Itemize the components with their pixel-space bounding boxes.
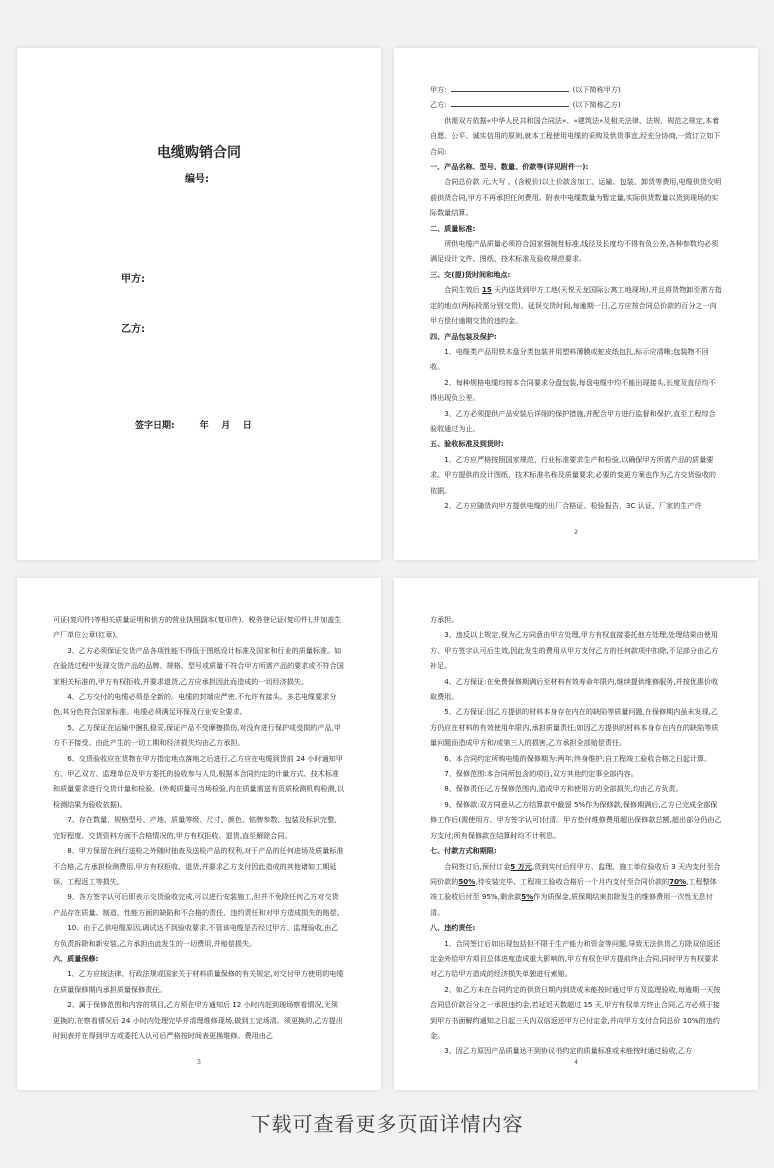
section-6-heading: 六、质量保修: [53, 953, 99, 963]
party-b-line: 乙方: (以下简称乙方) [430, 100, 621, 110]
section-5-heading: 五、验收标准及到货时: [430, 439, 504, 449]
section-5-item-4: 4、乙方交付的电缆必须是全新的。电缆的封端应严密,不允许有接头。多芯电缆要求分色,其分色符合国家标准。电缆必须满足环保及行业安全要求。 [53, 692, 337, 717]
section-6-item-6: 6、本合同约定所购电缆的保修期为:两年;终身维护;自工程竣工验收合格之日起计算。 [444, 753, 712, 763]
section-6-item-7: 7、保修范围:本合同所包含的项目,双方其他约定事全部内容。 [444, 769, 638, 779]
sign-date-label: 签字日期: 年 月 日 [135, 421, 252, 431]
section-5-item-2: 2、乙方应随货向甲方提供电缆的出厂合格证、检验报告、3C 认证、厂家的生产许 [444, 500, 702, 510]
document-page-3 [17, 578, 381, 1090]
section-6-item-8: 8、保修责任:乙方保修范围内,造成甲方和使用方的全部损失,均由乙方负责。 [444, 784, 683, 794]
page-number: 3 [197, 1059, 201, 1066]
section-5-item-8: 8、甲方保留在例行送检之外随时抽查及送检产品的权利,对于产品的任何进场及质量标准不合格,乙方承担检测费用,甲方有权拒收、退货,并要求乙方支付因此造成的其他诸如工期延误、工程返工等损失。 [53, 846, 344, 886]
document-title: 电缆购销合同 [157, 145, 241, 161]
section-8-heading: 八、违约责任: [430, 923, 476, 933]
section-5-item-7: 7、存在数量、规格型号、产地、质量等级、尺寸、颜色、铭牌参数、包装及标识完整、完好程度、交货资料方面不合格情况的,甲方有权拒收、退货,直至解除合同。 [53, 815, 342, 840]
section-3-body: 合同生效后 15 天内送货到甲方工地(天悦天龙国际公寓工地现场),并且将货物卸至需方指定的地点(两标段需分别交货)。延误交货时间,每逾期一日,乙方应按合同总价款的百分之一向甲方偿付逾期交货的违约金。 [430, 285, 722, 326]
section-8-item-2: 2、如乙方未在合同约定的供货日期内到货或未能按时通过甲方及监理验收,每逾期一天按合同总价款百分之一承担违约金,若延迟天数超过 15 天,甲方有权单方终止合同,乙方必须于接到甲方书面解约通知之日起三天内双倍返还甲方已付定金,并向甲方支付合同总价 10%的违约金。 [430, 984, 721, 1040]
intro-paragraph: 供需双方依据«中华人民共和国合同法»、«建筑法»及相关法律、法规、规范之规定,本着自愿、公平、诚实信用的原则,就本工程使用电缆的采购及供货事宜,经充分协商,一致订立如下合同: [430, 115, 721, 156]
section-4-heading: 四、产品包装及保护: [430, 331, 497, 341]
section-8-item-1: 1、合同签订后如出现包括但不限于生产能力和资金等问题,导致无法供货乙方除双倍返还定金外给甲方项目总体进度造成重大影响的,甲方有权在甲方提前终止合同,同时甲方有权要求对乙方给甲方造成的经济损失单独进行索赔。 [430, 938, 721, 979]
section-5-item-6: 6、交货验收应在货物在甲方指定地点落地之后进行,乙方应在电缆到货前 24 小时通知甲方。甲乙双方、监理单位及甲方委托的验收参与人员,根据本合同约定的计量方式、技术标准和质量要求进行交货计量和检验。(外观质量可当场检验,内在质量需送有资质检测机构检测,以检测结果为验收依据)。 [53, 753, 345, 809]
section-1-body: 合同总价款 元,大写 。(含税价)以上价款含加工、运输、包装、卸货等费用,电缆供货交明前供货合同,甲方不再承担任何费用。附表中电缆数量为暂定量,实际供货数量以货到现场的实际数量结算。 [430, 177, 722, 218]
contract-number-label: 编号: [185, 174, 209, 185]
section-2-heading: 二、质量标准: [430, 223, 476, 233]
section-5-item-10: 10、由于乙供电缆原因,调试达不到验收要求,不管该电缆是否经过甲方、监理验收,由乙方负责拆除和新安装,乙方承担由此发生的一切费用,并赔偿损失。 [53, 923, 339, 948]
section-6-item-1: 1、乙方应按法律、行政法规或国家关于材料质量保修的有关规定,对交付甲方使用的电缆在质量保修期内承担质量保修责任。 [53, 969, 344, 994]
document-page-4 [394, 578, 758, 1090]
page-number: 2 [574, 529, 578, 536]
document-page-1 [17, 48, 381, 560]
document-page-2 [394, 48, 758, 560]
section-1-heading: 一、产品名称、型号、数量、价款等(详见附件一): [430, 162, 589, 172]
section-7-body: 合同签订后,预付订金5 万元,货到实付后经甲方、监理、施工单位验收后 3 天内支付至合同价款的50%,待安装完毕、工程竣工验收合格后一个月内支付至合同价款的70%,工程整体竣工验收后付至 95%,剩余款5%作为质保金,质保期结束扣除发生的维修费用一次性无息付清。 [430, 861, 721, 917]
section-8-item-3: 3、因乙方原因产品质量达不到协议书约定的质量标准或未能按时通过验收,乙方 [444, 1046, 693, 1056]
section-6-item-2: 2、属于保修范围和内容的项目,乙方须在甲方通知后 12 小时内赶到现场察看情况,无须更换的,在察看情况后 24 小时内处理完毕并清理维修现场,做到工完场清。须更换的,乙方提出时间表并在得到甲方或委托人认可后严格按时间表更换维修。费用由乙 [53, 1000, 343, 1040]
continued-paragraph: 方承担。 [430, 615, 459, 624]
section-5-item-9: 9、各方签字认可后即表示交货验收完成,可以进行安装施工,但并不免除任何乙方对交货产品存在质量、制造、性能方面的缺陷和不合格的责任、违约责任和对甲方造成损失的赔偿。 [53, 892, 344, 917]
section-4-item-2: 2、每种规格电缆均按本合同要求分盘包装,每盘电缆中均不能出现接头,长度及直径均不得出现负公差。 [430, 377, 716, 403]
section-6-item-4: 4、乙方保证:在免费保修期满后至材料有效寿命年限内,继续提供维修服务,并按优惠价收取费用。 [430, 676, 719, 702]
section-6-item-5: 5、乙方保证:因乙方提供的材料本身存在内在的缺陷等质量问题,在保修期内虽未发现,乙方仍应在材料的有效使用年限内,承担质量责任;如因乙方提供的材料本身存在内在的缺陷等质量问题而造成甲方和/或第三人的损害,乙方承担全部赔偿责任。 [430, 707, 719, 748]
page-number: 4 [574, 1059, 578, 1066]
continued-paragraph: 可证(复印件)等相关质量证明和供方的营业执照副本(复印件)、税务登记证(复印件),并加盖生产厂单位公章(红章)。 [53, 615, 342, 640]
page-3-body [53, 612, 345, 1043]
section-5-item-5: 5、乙方保证在运输中捆扎稳妥,保证产品不受摩擦损伤,对没有进行保护或受损的产品,甲方不予接受。由此产生的一切工期和经济损失均由乙方承担。 [53, 722, 341, 748]
section-6-item-3: 3、违反以上规定,视为乙方同意由甲方处理,甲方有权直接委托他方处理,处理结果由使用方、甲方签字认可后生效,因此发生的费用从甲方支付乙方的任何款项中扣除,不足部分由乙方补足。 [430, 630, 719, 671]
page-2-body [430, 82, 722, 513]
party-b-label: 乙方: [121, 324, 145, 335]
section-3-heading: 三、交(提)货时间和地点: [430, 269, 511, 279]
section-4-item-1: 1、电缆类产品用铁木盘分类包装并用塑料薄膜或蛇皮纸包扎,标示应清晰;包装物不回收。 [430, 346, 709, 372]
party-a-label: 甲方: [121, 274, 145, 285]
party-b-blank [451, 98, 569, 107]
section-5-item-1: 1、乙方应严格按照国家规范、行业标准要求生产和检验,以确保甲方所需产品的质量要求。甲方提供的设计图纸、技术标准名称及质量要求,必要的变更方案也作为乙方交货验收的依据。 [430, 454, 717, 495]
download-more-link[interactable]: 下载可查看更多页面详情内容 [250, 1112, 524, 1136]
party-a-blank [451, 83, 569, 92]
section-6-item-9: 9、保修款:双方同意从乙方结算款中截留 5%作为保修款,保修期满后,乙方已完成全部保修工作后(需使用方、甲方签字认可)付清。甲方垫付维修费用超出保修款总额,超出部分仍由乙方支付;所有保修款在结算时均不计利息。 [430, 799, 722, 840]
section-2-body: 所供电缆产品质量必须符合国家强制性标准,线径及长度均不得有负公差,各种参数均必须满足设计文件、图纸、技术标准及验收规范要求。 [430, 239, 719, 264]
party-a-line: 甲方: (以下简称甲方) [430, 85, 621, 94]
section-5-item-3: 3、乙方必须保证交货产品各项性能不得低于图纸设计标准及国家和行业的质量标准。如在验货过程中发现交货产品的品牌、规格、型号或质量不符合甲方所需产品的要求或不符合国家相关标准的,甲方有权拒收,并要求退货,乙方应承担因此而造成的一切经济损失。 [53, 645, 344, 686]
section-7-heading: 七、付款方式和期限: [430, 846, 497, 856]
page-4-body [430, 612, 722, 1059]
section-4-item-3: 3、乙方必须提供产品安装后详细的保护措施,并配合甲方进行监督和保护,直至工程综合验收通过为止。 [430, 408, 716, 433]
